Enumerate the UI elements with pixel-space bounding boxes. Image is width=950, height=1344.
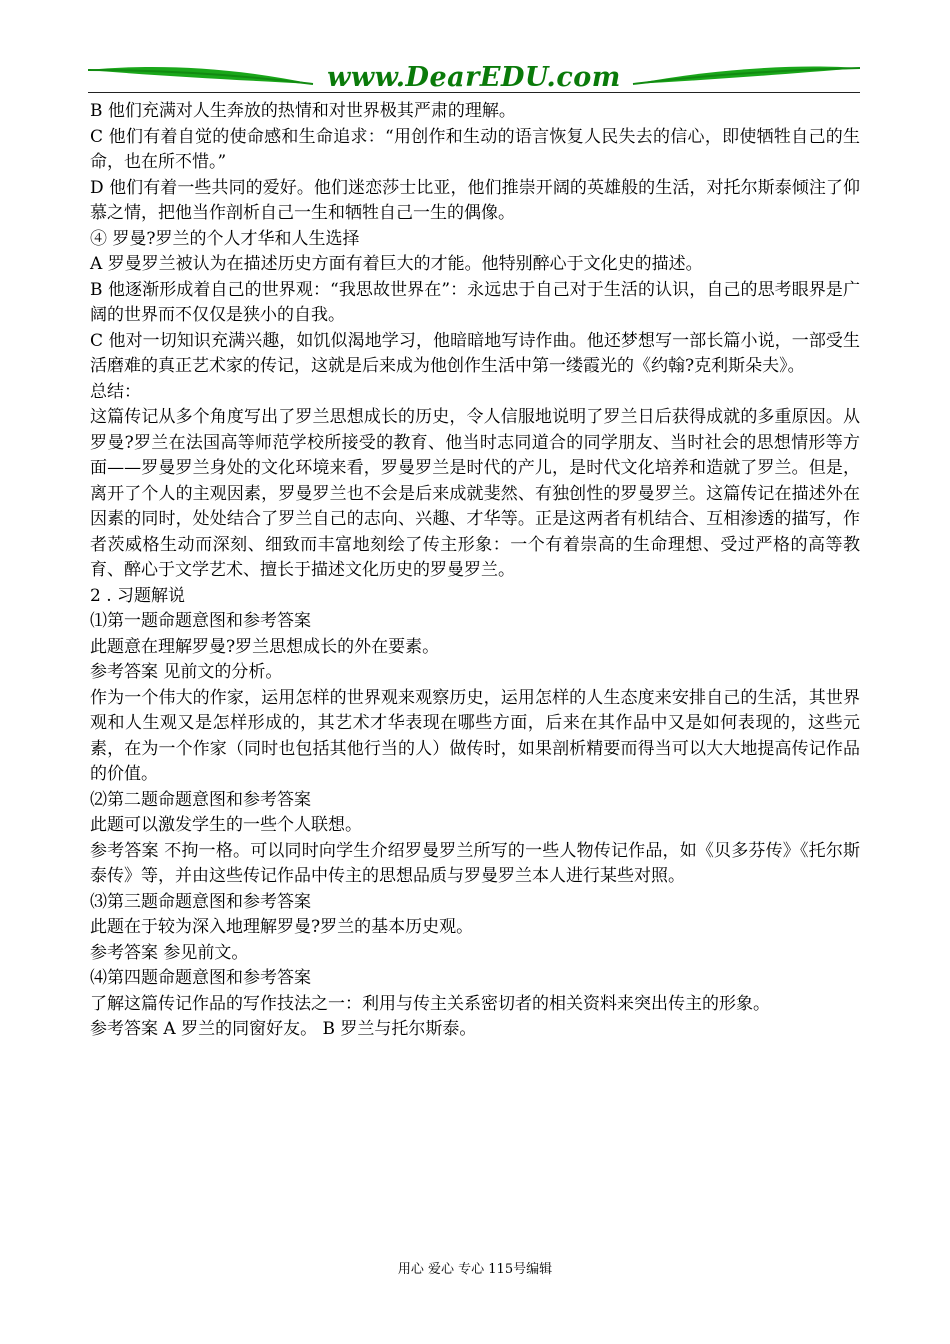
section-heading: ④ 罗曼?罗兰的个人才华和人生选择 xyxy=(90,228,360,249)
paragraph: 参考答案 参见前文。 xyxy=(90,942,249,963)
document-body xyxy=(90,99,860,1043)
paragraph: 此题在于较为深入地理解罗曼?罗兰的基本历史观。 xyxy=(90,917,474,937)
section-heading: 总结： xyxy=(90,381,141,402)
paragraph: 这篇传记从多个角度写出了罗兰思想成长的历史，令人信服地说明了罗兰日后获得成就的多重原因。从罗曼?罗兰在法国高等师范学校所接受的教育、他当时志同道合的同学朋友、当时社会的思想情形等方面——罗曼罗兰身处的文化环境来看，罗曼罗兰是时代的产儿，是时代文化培养和造就了罗兰。但是，离开了个人的主观因素，罗曼罗兰也不会是后来成就斐然、有独创性的罗曼罗兰。这篇传记在描述外在因素的同时，处处结合了罗兰自己的志向、兴趣、才华等。正是这两者有机结合、互相渗透的描写，作者茨威格生动而深刻、细致而丰富地刻绘了传主形象：一个有着崇高的生命理想、受过严格的高等教育、醉心于文学艺术、擅长于描述文化历史的罗曼罗兰。 xyxy=(90,407,860,580)
paragraph: 参考答案 A 罗兰的同窗好友。 B 罗兰与托尔斯泰。 xyxy=(90,1019,477,1039)
header-rule xyxy=(88,92,860,93)
paragraph: 参考答案 不拘一格。可以同时向学生介绍罗曼罗兰所写的一些人物传记作品，如《贝多芬传》《托尔斯泰传》等，并由这些传记作品中传主的思想品质与罗曼罗兰本人进行某些对照。 xyxy=(90,840,860,886)
paragraph: D 他们有着一些共同的爱好。他们迷恋莎士比亚，他们推崇开阔的英雄般的生活，对托尔斯泰倾注了仰慕之情，把他当作剖析自己一生和牺牲自己一生的偶像。 xyxy=(90,177,860,223)
paragraph: C 他们有着自觉的使命感和生命追求：“用创作和生动的语言恢复人民失去的信心，即使牺牲自己的生命，也在所不惜。” xyxy=(90,126,860,172)
site-logo-text: www.DearEDU.com xyxy=(327,62,621,93)
subsection-heading: ⑵第二题命题意图和参考答案 xyxy=(90,789,311,810)
paragraph: 参考答案 见前文的分析。 xyxy=(90,662,283,682)
page-header xyxy=(88,56,860,96)
section-heading: 2 . 习题解说 xyxy=(90,585,186,606)
paragraph: C 他对一切知识充满兴趣，如饥似渴地学习，他暗暗地写诗作曲。他还梦想写一部长篇小说，一部受生活磨难的真正艺术家的传记，这就是后来成为他创作生活中第一缕霞光的《约翰?克利斯朵夫》。 xyxy=(90,330,860,376)
paragraph: B 他逐渐形成着自己的世界观：“我思故世界在”：永远忠于自己对于生活的认识，自己的思考眼界是广阔的世界而不仅仅是狭小的自我。 xyxy=(90,279,860,325)
paragraph: 了解这篇传记作品的写作技法之一：利用与传主关系密切者的相关资料来突出传主的形象。 xyxy=(90,993,770,1014)
paragraph: 此题可以激发学生的一些个人联想。 xyxy=(90,815,362,835)
page-footer: 用心 爱心 专心 115号编辑 xyxy=(397,1262,553,1277)
paragraph: A 罗曼罗兰被认为在描述历史方面有着巨大的才能。他特别醉心于文化史的描述。 xyxy=(90,254,703,274)
subsection-heading: ⑴第一题命题意图和参考答案 xyxy=(90,611,311,631)
subsection-heading: ⑷第四题命题意图和参考答案 xyxy=(90,968,311,988)
paragraph: 作为一个伟大的作家，运用怎样的世界观来观察历史，运用怎样的人生态度来安排自己的生活，其世界观和人生观又是怎样形成的，其艺术才华表现在哪些方面，后来在其作品中又是如何表现的，这些元素，在为一个作家（同时也包括其他行当的人）做传时，如果剖析精要而得当可以大大地提高传记作品的价值。 xyxy=(90,687,860,784)
subsection-heading: ⑶第三题命题意图和参考答案 xyxy=(90,891,311,912)
paragraph: 此题意在理解罗曼?罗兰思想成长的外在要素。 xyxy=(90,636,440,657)
paragraph: B 他们充满对人生奔放的热情和对世界极其严肃的理解。 xyxy=(90,101,516,121)
